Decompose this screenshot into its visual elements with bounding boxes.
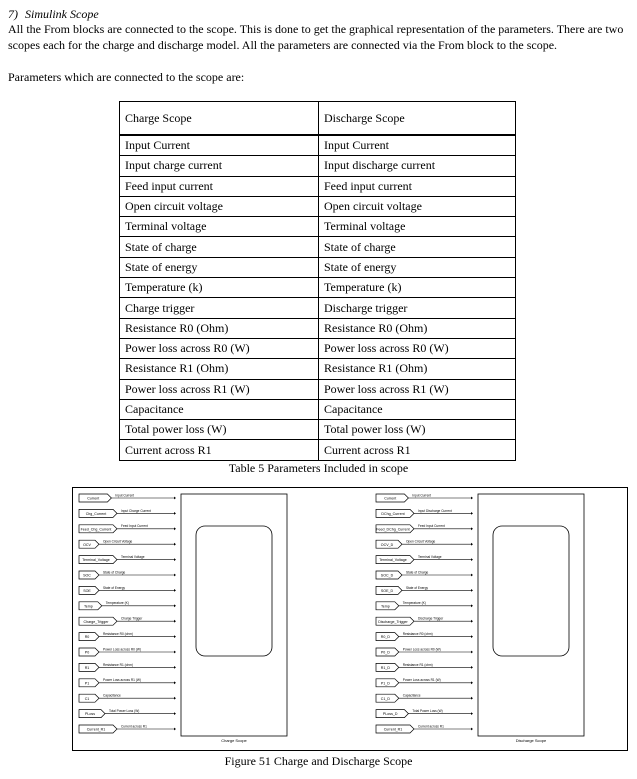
discharge-param-cell: Resistance R0 (Ohm) xyxy=(319,318,516,338)
table-row xyxy=(120,278,516,298)
signal-arrow xyxy=(174,712,176,715)
table-row xyxy=(120,440,516,460)
signal-arrow xyxy=(174,697,176,700)
simulink-figure xyxy=(72,487,628,751)
table-row xyxy=(120,257,516,277)
signal-label: Feed Input Current xyxy=(418,524,445,529)
table-row xyxy=(120,156,516,176)
header-discharge-scope: Discharge Scope xyxy=(319,102,516,136)
from-block-tag: SOC xyxy=(83,573,91,578)
from-block-tag: C1 xyxy=(84,696,90,701)
signal-arrow xyxy=(174,527,176,530)
signal-label: Open Circuit Voltage xyxy=(406,539,436,544)
from-block-tag: R1_D xyxy=(380,666,391,670)
from-block-tag: Current xyxy=(384,496,397,501)
table-row xyxy=(120,359,516,379)
discharge-param-cell: Current across R1 xyxy=(319,440,516,460)
signal-arrow xyxy=(471,712,473,715)
table-row xyxy=(120,217,516,237)
table-row xyxy=(120,379,516,399)
signal-arrow xyxy=(174,543,176,546)
table-row xyxy=(120,318,516,338)
from-block-tag: R1 xyxy=(84,666,90,670)
table-header-row xyxy=(120,102,516,136)
signal-arrow xyxy=(471,497,473,500)
signal-label: State of Energy xyxy=(103,585,125,590)
signal-label: Power Loss across R1 (W) xyxy=(402,678,441,683)
signal-label: Total Power Loss (W) xyxy=(412,709,443,713)
signal-arrow xyxy=(174,666,176,669)
discharge-param-cell: Power loss across R0 (W) xyxy=(319,338,516,358)
discharge-param-cell: State of charge xyxy=(319,237,516,257)
intro-paragraph: All the From blocks are connected to the scope. This is done to get the graphical representation of the parameters. There are two scopes each for the charge and discharge model. All the parameters are connected via the From block to the scope. xyxy=(8,22,624,52)
signal-label: Charge Trigger xyxy=(121,616,143,621)
scope-screen xyxy=(196,526,272,656)
from-block-tag: C1_D xyxy=(380,696,391,701)
charge-param-cell: Terminal voltage xyxy=(120,217,319,237)
discharge-param-cell: Input discharge current xyxy=(319,156,516,176)
from-block-tag: Temp xyxy=(84,604,93,609)
charge-param-cell: Resistance R0 (Ohm) xyxy=(120,318,319,338)
charge-param-cell: Current across R1 xyxy=(120,440,319,460)
signal-arrow xyxy=(471,527,473,530)
table-row xyxy=(120,399,516,419)
signal-arrow xyxy=(471,589,473,592)
table-row xyxy=(120,196,516,216)
signal-label: Capacitance xyxy=(103,693,121,698)
signal-arrow xyxy=(471,651,473,654)
from-block-tag: P1_D xyxy=(380,681,390,686)
from-block-tag: Discharge_Trigger xyxy=(378,619,408,624)
table-row xyxy=(120,176,516,196)
signal-label: Feed Input Current xyxy=(121,524,148,529)
table-row xyxy=(120,298,516,318)
from-block-tag: P1 xyxy=(84,681,90,686)
signal-arrow xyxy=(471,574,473,577)
signal-arrow xyxy=(174,728,176,731)
charge-scope-group xyxy=(79,493,287,743)
signal-arrow xyxy=(174,681,176,684)
from-block-tag: SOE_D xyxy=(380,589,394,593)
discharge-param-cell: Power loss across R1 (W) xyxy=(319,379,516,399)
section-title: Simulink Scope xyxy=(25,7,99,21)
charge-param-cell: State of energy xyxy=(120,257,319,277)
from-block-tag: Charge_Trigger xyxy=(83,619,109,624)
discharge-param-cell: Input Current xyxy=(319,135,516,156)
from-block-tag: R0_D xyxy=(380,635,391,640)
signal-arrow xyxy=(471,543,473,546)
signal-arrow xyxy=(174,558,176,561)
table-row xyxy=(120,420,516,440)
signal-label: Power Loss across R1 (W) xyxy=(103,678,141,683)
signal-arrow xyxy=(174,635,176,638)
charge-param-cell: State of charge xyxy=(120,237,319,257)
scope-label: Discharge Scope xyxy=(515,738,547,743)
charge-param-cell: Charge trigger xyxy=(120,298,319,318)
from-block-tag: Current_R1 xyxy=(383,727,403,732)
from-block-tag: PLoss xyxy=(85,712,95,717)
signal-label: Power Loss across R0 (W) xyxy=(103,647,141,652)
parameters-intro: Parameters which are connected to the scope are: xyxy=(8,70,245,84)
table-row xyxy=(120,135,516,156)
signal-label: State of Charge xyxy=(103,570,126,575)
charge-param-cell: Capacitance xyxy=(120,399,319,419)
signal-arrow xyxy=(174,620,176,623)
charge-param-cell: Total power loss (W) xyxy=(120,420,319,440)
signal-label: Temperature (K) xyxy=(402,601,426,606)
signal-label: Total Power Loss (W) xyxy=(109,709,140,713)
signal-label: Power Loss across R0 (W) xyxy=(402,647,441,652)
signal-arrow xyxy=(471,666,473,669)
discharge-param-cell: State of energy xyxy=(319,257,516,277)
parameters-table xyxy=(119,101,516,461)
signal-arrow xyxy=(471,635,473,638)
from-block-tag: SOC_D xyxy=(380,573,394,578)
signal-label: Current across R1 xyxy=(121,724,147,729)
from-block-tag: SOE xyxy=(83,589,91,593)
signal-arrow xyxy=(471,512,473,515)
signal-label: Input Current xyxy=(115,493,135,498)
signal-label: State of Charge xyxy=(406,570,429,575)
discharge-param-cell: Feed input current xyxy=(319,176,516,196)
charge-param-cell: Power loss across R0 (W) xyxy=(120,338,319,358)
table-row xyxy=(120,338,516,358)
from-block-tag: R0 xyxy=(84,635,90,640)
simulink-diagram xyxy=(73,488,627,750)
from-block-tag: PLoss_D xyxy=(382,712,398,717)
discharge-param-cell: Terminal voltage xyxy=(319,217,516,237)
from-block-tag: Feed_Chg_Current xyxy=(80,527,112,532)
signal-arrow xyxy=(471,558,473,561)
discharge-scope-group xyxy=(376,493,584,743)
signal-label: Open Circuit Voltage xyxy=(103,539,133,544)
charge-param-cell: Temperature (k) xyxy=(120,278,319,298)
from-block-tag: Feed_DChg_Current xyxy=(376,527,410,532)
discharge-param-cell: Resistance R1 (Ohm) xyxy=(319,359,516,379)
discharge-param-cell: Open circuit voltage xyxy=(319,196,516,216)
signal-label: Resistance R1 (ohm) xyxy=(103,662,133,667)
from-block-tag: Terminal_Voltage xyxy=(82,558,110,563)
discharge-param-cell: Temperature (k) xyxy=(319,278,516,298)
charge-param-cell: Resistance R1 (Ohm) xyxy=(120,359,319,379)
signal-label: Terminal Voltage xyxy=(121,555,145,559)
table-row xyxy=(120,237,516,257)
table-caption: Table 5 Parameters Included in scope xyxy=(228,461,409,475)
from-block-tag: DChg_Current xyxy=(381,512,405,516)
signal-label: State of Energy xyxy=(406,585,428,590)
scope-screen xyxy=(493,526,569,656)
charge-param-cell: Open circuit voltage xyxy=(120,196,319,216)
from-block-tag: Current_R1 xyxy=(86,727,106,732)
scope-label: Charge Scope xyxy=(221,738,247,743)
discharge-param-cell: Capacitance xyxy=(319,399,516,419)
signal-arrow xyxy=(174,497,176,500)
from-block-tag: OCV_D xyxy=(380,542,394,547)
signal-arrow xyxy=(174,589,176,592)
signal-arrow xyxy=(471,728,473,731)
from-block-tag: Terminal_Voltage xyxy=(379,558,407,563)
signal-label: Resistance R1 (ohm) xyxy=(402,662,433,667)
signal-label: Input Charge Current xyxy=(121,508,151,513)
signal-label: Resistance R0 (ohm) xyxy=(402,632,433,636)
from-block-tag: Chg_Current xyxy=(85,512,107,516)
section-number: 7) xyxy=(8,7,18,21)
from-block-tag: P0 xyxy=(84,650,90,655)
signal-arrow xyxy=(174,651,176,654)
signal-arrow xyxy=(174,512,176,515)
signal-arrow xyxy=(174,574,176,577)
from-block-tag: Current xyxy=(87,496,100,501)
charge-param-cell: Power loss across R1 (W) xyxy=(120,379,319,399)
signal-arrow xyxy=(471,681,473,684)
signal-label: Input Current xyxy=(412,493,432,498)
header-charge-scope: Charge Scope xyxy=(120,102,319,136)
charge-param-cell: Input charge current xyxy=(120,156,319,176)
section-heading xyxy=(8,7,99,22)
charge-param-cell: Input Current xyxy=(120,135,319,156)
signal-label: Discharge Trigger xyxy=(418,616,444,621)
signal-arrow xyxy=(471,604,473,607)
signal-arrow xyxy=(174,604,176,607)
signal-label: Resistance R0 (ohm) xyxy=(103,632,133,636)
signal-label: Terminal Voltage xyxy=(418,555,442,559)
from-block-tag: OCV xyxy=(83,542,91,547)
signal-arrow xyxy=(471,697,473,700)
charge-param-cell: Feed input current xyxy=(120,176,319,196)
signal-label: Input Discharge Current xyxy=(418,508,452,513)
figure-caption: Figure 51 Charge and Discharge Scope xyxy=(224,754,413,768)
signal-arrow xyxy=(471,620,473,623)
table-body xyxy=(120,135,516,460)
signal-label: Capacitance xyxy=(402,693,421,698)
signal-label: Current across R1 xyxy=(418,724,444,729)
from-block-tag: Temp xyxy=(381,604,390,609)
discharge-param-cell: Discharge trigger xyxy=(319,298,516,318)
signal-label: Temperature (K) xyxy=(105,601,129,606)
from-block-tag: P0_D xyxy=(380,650,390,655)
discharge-param-cell: Total power loss (W) xyxy=(319,420,516,440)
